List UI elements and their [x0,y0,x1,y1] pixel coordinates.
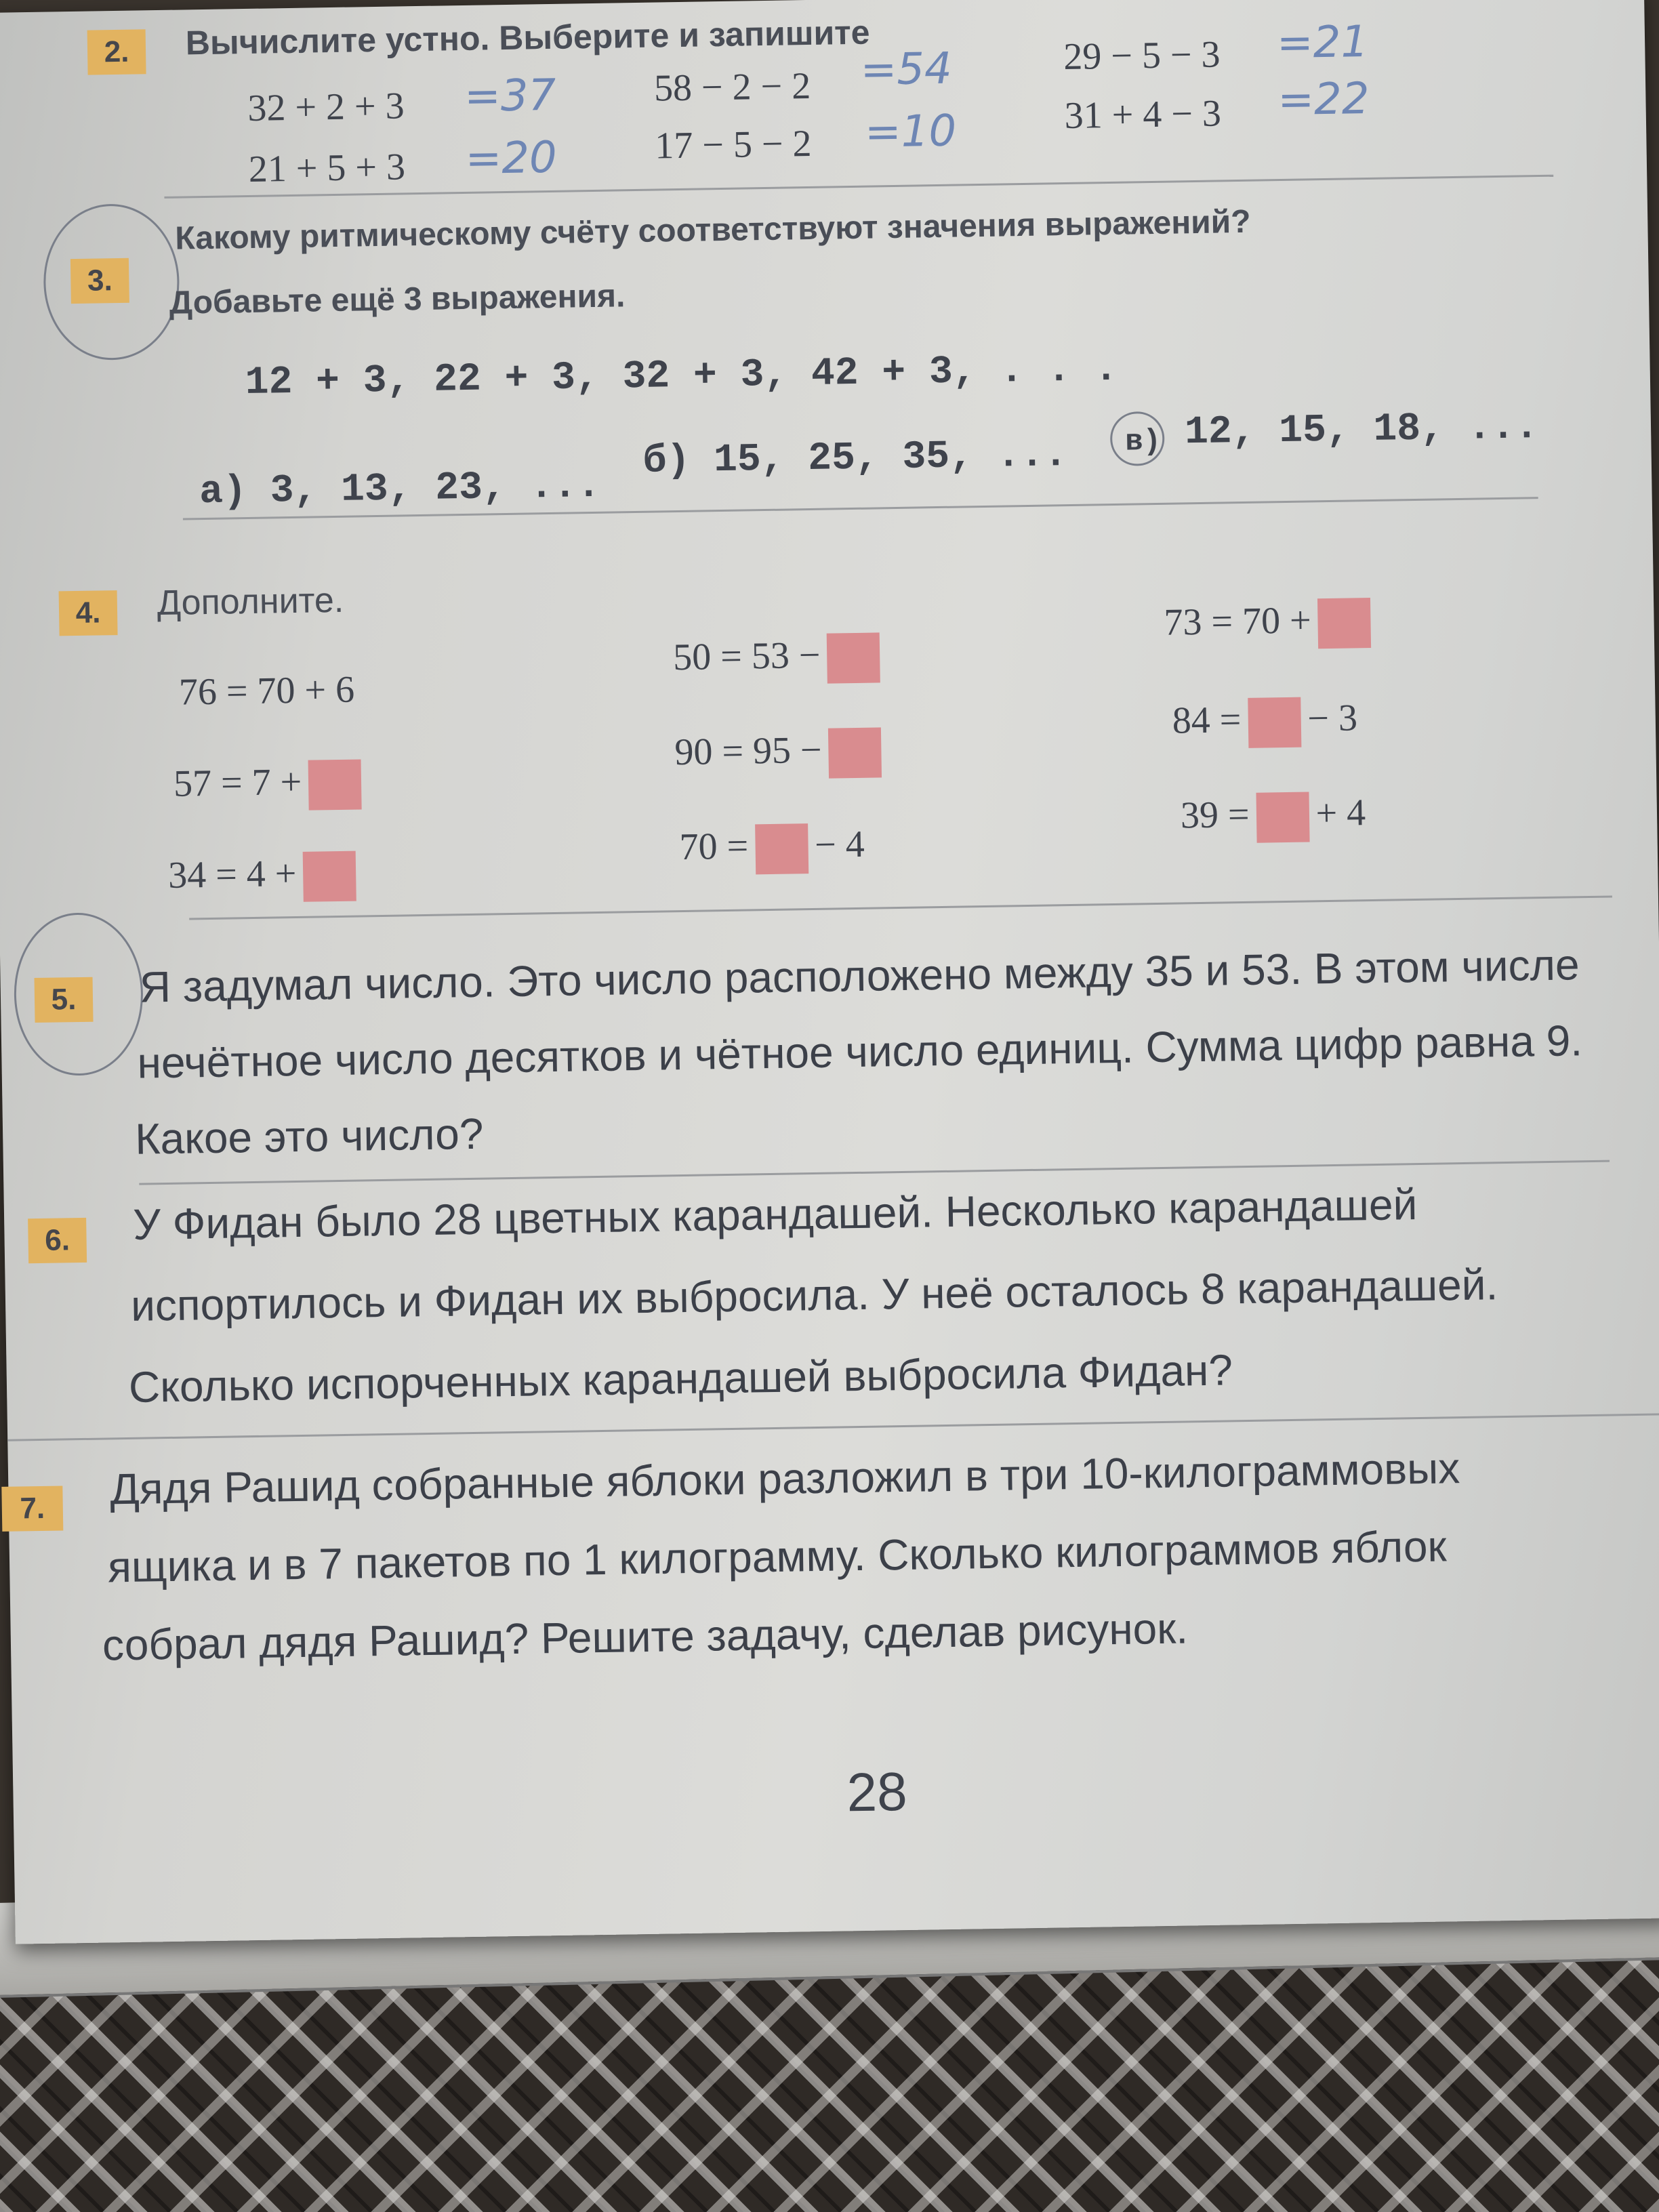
task-4-c3-r1 [1164,598,1378,651]
task-6-line-3: Сколько испорченных карандашей выбросила Фидан? [128,1345,1233,1412]
task-2-expr-1: 32 + 2 + 3 [247,85,405,129]
task-3-sequence: 12 + 3, 22 + 3, 32 + 3, 42 + 3, . . . [245,347,1118,406]
expr-text: 57 = 7 + [173,760,302,805]
task-4-heading: Дополните. [157,580,344,623]
task-3-option-v-letter: в) [1124,424,1162,459]
task-2-expr-2: 21 + 5 + 3 [248,146,406,190]
answer-box[interactable] [827,633,880,684]
task-2-answer-3: =54 [860,43,953,96]
task-7-line-3: собрал дядя Рашид? Решите задачу, сделав рисунок. [102,1603,1189,1670]
expr-text: 70 = [679,825,749,869]
answer-box[interactable] [1248,697,1301,748]
task-4-c3-r2 [1172,696,1357,749]
answer-box[interactable] [828,728,882,779]
task-2-answer-2: =20 [465,132,558,184]
expr-text: 84 = [1172,699,1242,742]
task-4-c3-r3 [1180,791,1366,844]
expr-text: 90 = 95 − [674,729,823,774]
task-4-c2-r2 [674,727,888,781]
divider-line [189,895,1612,920]
task-2-expr-5: 29 − 5 − 3 [1063,33,1221,79]
task-7-line-1: Дядя Рашид собранные яблоки разложил в три 10-килограммовых [109,1443,1460,1514]
task-3-option-b: б) 15, 25, 35, ... [642,433,1068,484]
task-4-c2-r3 [679,823,865,876]
task-4-c2-r1 [673,632,887,686]
answer-box[interactable] [1317,598,1371,649]
task-5-line-2: нечётное число десятков и чётное число единиц. Сумма цифр равна 9. [136,1016,1583,1088]
answer-box[interactable] [1256,792,1309,843]
task-5-number: 5. [35,977,94,1023]
task-6-line-1: У Фидан было 28 цветных карандашей. Несколько карандашей [132,1180,1418,1249]
answer-box[interactable] [755,823,808,874]
task-2-heading: Вычислите устно. Выберите и запишите [185,13,870,62]
answer-box[interactable] [308,760,362,811]
task-2-answer-1: =37 [464,70,556,122]
task-4-c1-r3 [168,851,363,904]
task-5-line-3: Какое это число? [134,1109,484,1164]
task-3-line-2: Добавьте ещё 3 выражения. [169,278,626,321]
page-number: 28 [846,1761,908,1823]
task-2-expr-3: 58 − 2 − 2 [653,64,811,110]
task-2-answer-6: =22 [1277,73,1370,126]
task-2-answer-4: =10 [864,106,957,158]
task-2-answer-5: =21 [1276,16,1369,69]
expr-text: 76 = 70 + 6 [178,668,355,714]
task-6-line-2: испортилось и Фидан их выбросила. У неё осталось 8 карандашей. [130,1260,1498,1330]
expr-text: 73 = 70 + [1164,599,1312,644]
expr-text: 50 = 53 − [672,634,821,679]
task-6-number: 6. [28,1218,87,1263]
expr-text: 39 = [1180,793,1250,837]
task-3-option-v: 12, 15, 18, ... [1184,405,1539,455]
expr-text: − 3 [1307,697,1358,740]
task-4-c1-r2 [173,759,369,813]
task-5-line-1: Я задумал число. Это число расположено между 35 и 53. В этом числе [139,940,1580,1012]
expr-text: 34 = 4 + [167,852,297,897]
task-4-c1-r1 [178,668,354,714]
expr-text: + 4 [1315,792,1366,835]
task-2-expr-6: 31 + 4 − 3 [1064,92,1222,138]
task-2-expr-4: 17 − 5 − 2 [654,122,812,167]
answer-box[interactable] [303,851,356,902]
task-7-line-2: ящика и в 7 пакетов по 1 килограмму. Сколько килограммов яблок [107,1521,1447,1592]
task-3-number: 3. [70,258,129,304]
task-2-number: 2. [87,29,146,75]
task-3-line-1: Какому ритмическому счёту соответствуют значения выражений? [175,203,1251,257]
task-4-number: 4. [59,590,118,636]
task-3-option-a: а) 3, 13, 23, ... [199,464,601,515]
expr-text: − 4 [814,823,865,866]
task-7-number: 7. [1,1486,63,1531]
